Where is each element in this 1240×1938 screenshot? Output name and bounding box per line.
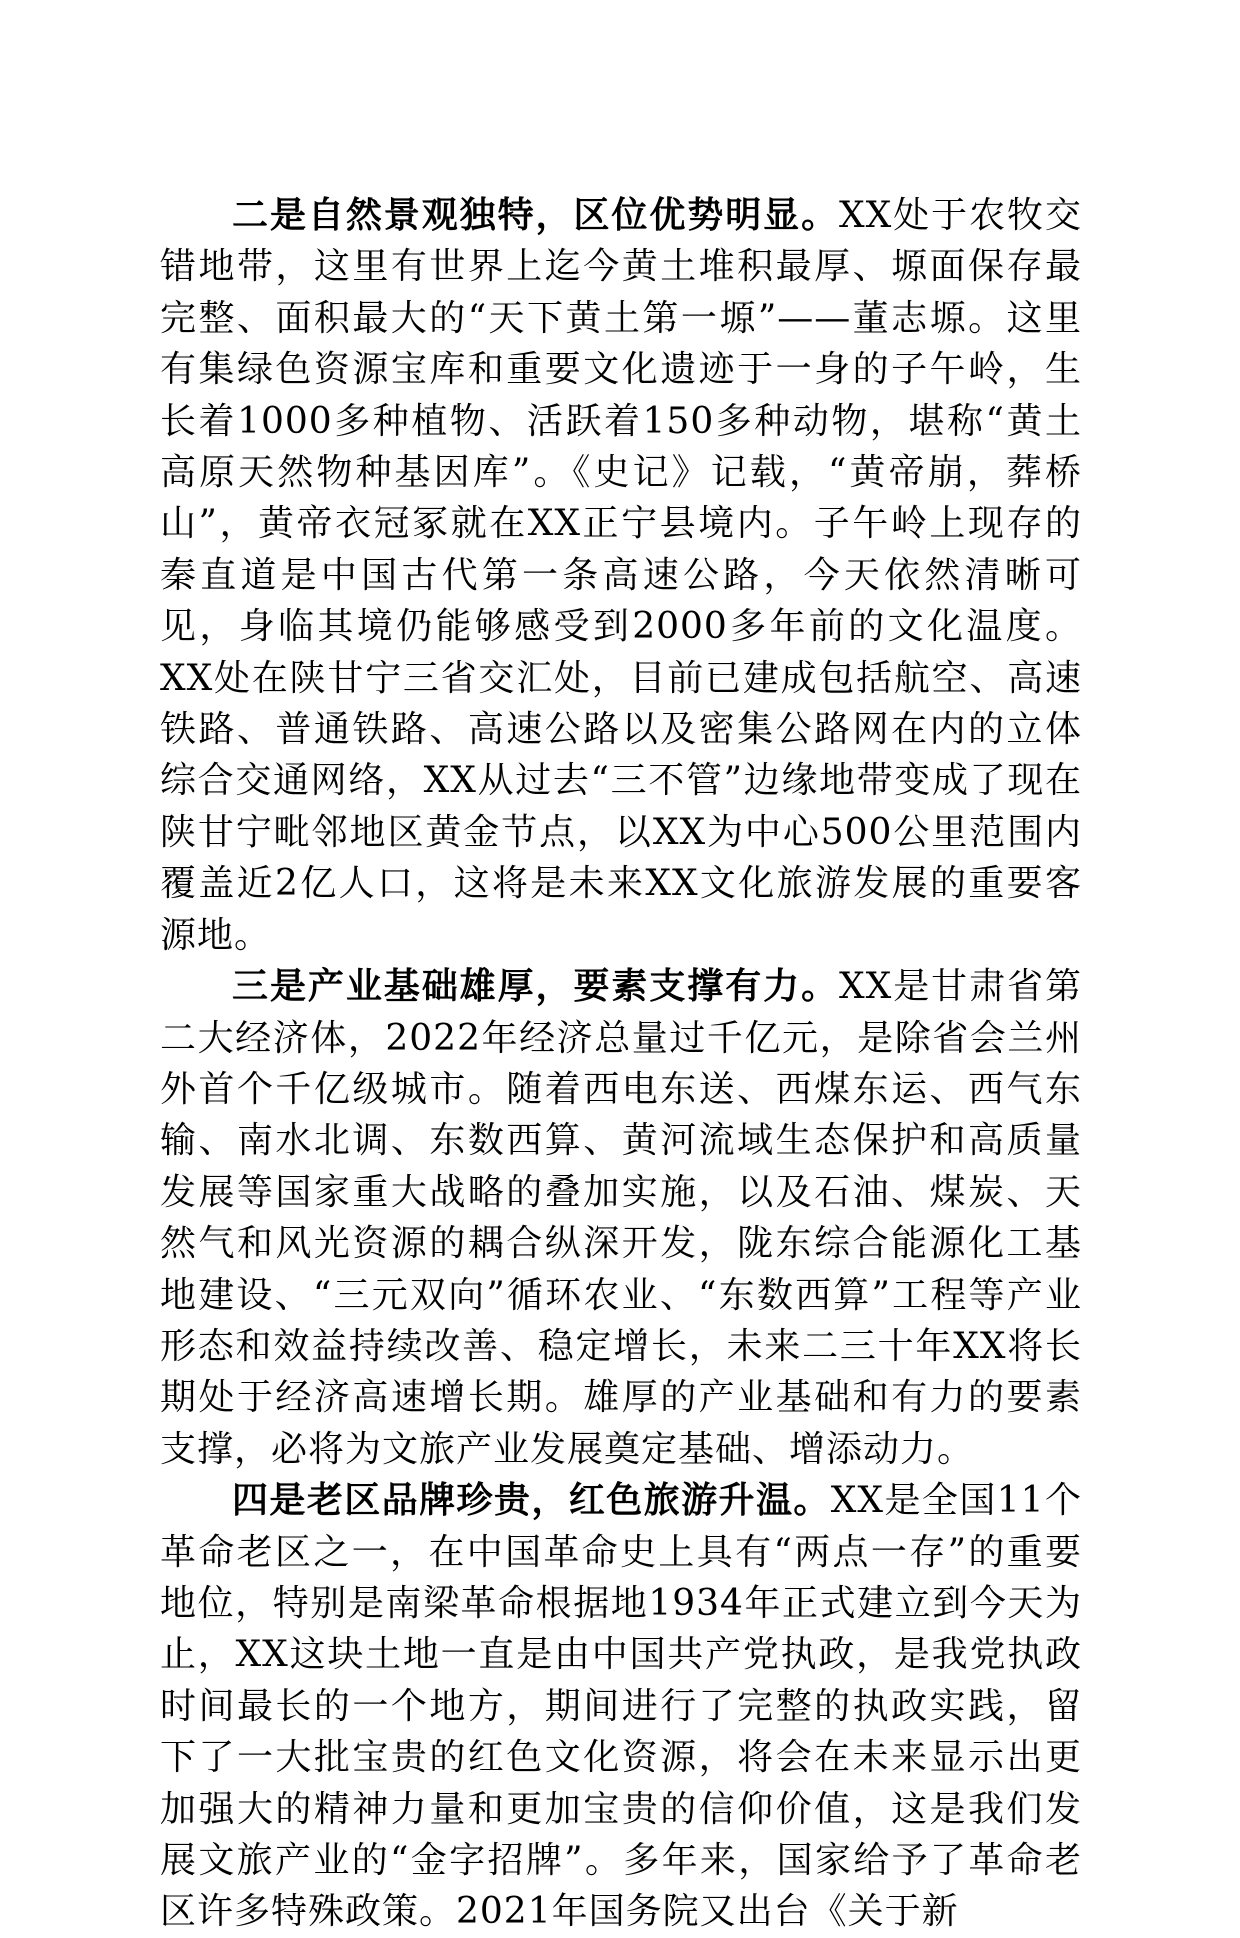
paragraph-revolutionary-area	[160, 1475, 1082, 1938]
paragraph-body: XX是甘肃省第二大经济体，2022年经济总量过千亿元，是除省会兰州外首个千亿级城市。随着西电东送、西煤东运、西气东输、南水北调、东数西算、黄河流域生态保护和高质量发展等国家重大战略的叠加实施，以及石油、煤炭、天然气和风光资源的耦合纵深开发，陇东综合能源化工基地建设、“三元双向”循环农业、“东数西算”工程等产业形态和效益持续改善、稳定增长，未来二三十年XX将长期处于经济高速增长期。雄厚的产业基础和有力的要素支撑，必将为文旅产业发展奠定基础、增添动力。	[160, 966, 1082, 1470]
paragraph-industry-base	[160, 961, 1082, 1475]
paragraph-lead: 四是老区品牌珍贵，红色旅游升温。	[232, 1479, 831, 1522]
paragraph-lead: 二是自然景观独特，区位优势明显。	[232, 194, 840, 236]
paragraph-body: XX是全国11个革命老区之一，在中国革命史上具有“两点一存”的重要地位，特别是南梁革命根据地1934年正式建立到今天为止，XX这块土地一直是由中国共产党执政，是我党执政时间最长的一个地方，期间进行了完整的执政实践，留下了一大批宝贵的红色文化资源，将会在未来显示出更加强大的精神力量和更加宝贵的信仰价值，这是我们发展文旅产业的“金字招牌”。多年来，国家给予了革命老区许多特殊政策。2021年国务院又出台《关于新	[160, 1480, 1082, 1933]
paragraph-natural-landscape	[160, 190, 1082, 961]
document-body	[160, 190, 1082, 1938]
paragraph-lead: 三是产业基础雄厚，要素支撑有力。	[232, 965, 840, 1008]
paragraph-body: XX处于农牧交错地带，这里有世界上迄今黄土堆积最厚、塬面保存最完整、面积最大的“天下黄土第一塬”——董志塬。这里有集绿色资源宝库和重要文化遗迹于一身的子午岭，生长着1000多种植物、活跃着150多种动物，堪称“黄土高原天然物种基因库”。《史记》记载，“黄帝崩，葬桥山”，黄帝衣冠冢就在XX正宁县境内。子午岭上现存的秦直道是中国古代第一条高速公路，今天依然清晰可见，身临其境仍能够感受到2000多年前的文化温度。XX处在陕甘宁三省交汇处，目前已建成包括航空、高速铁路、普通铁路、高速公路以及密集公路网在内的立体综合交通网络，XX从过去“三不管”边缘地带变成了现在陕甘宁毗邻地区黄金节点，以XX为中心500公里范围内覆盖近2亿人口，这将是未来XX文化旅游发展的重要客源地。	[160, 195, 1082, 956]
